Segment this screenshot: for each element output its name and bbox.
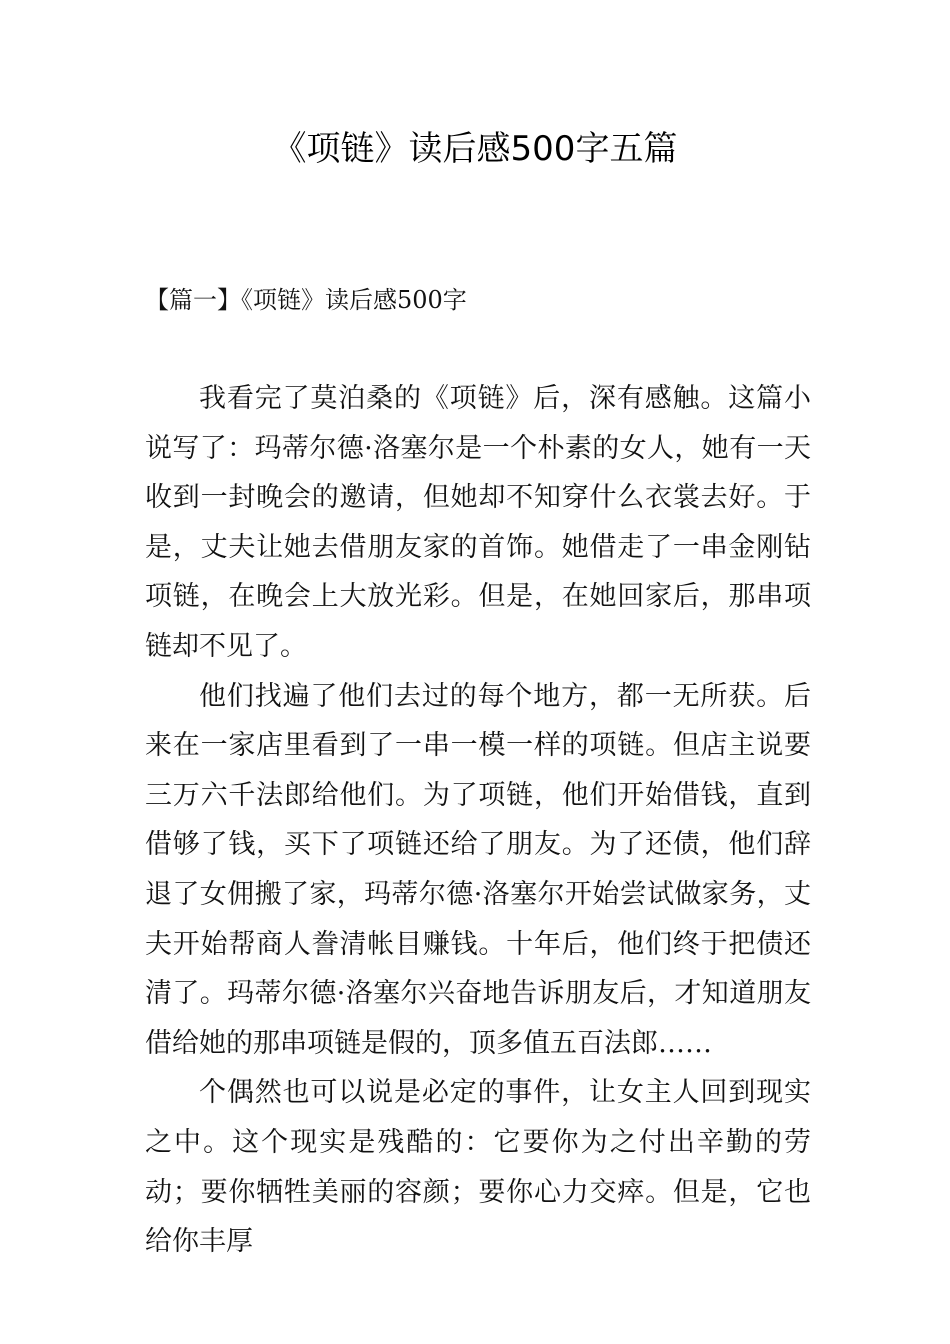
paragraph: 个偶然也可以说是必定的事件，让女主人回到现实之中。这个现实是残酷的：它要你为之付出辛勤的劳动；要你牺牲美丽的容颜；要你心力交瘁。但是，它也给你丰厚 [145,1077,811,1258]
section-heading: 【篇一】《项链》读后感500字 [145,286,467,314]
body-text [145,374,811,1267]
paragraph: 我看完了莫泊桑的《项链》后，深有感触。这篇小说写了：玛蒂尔德·洛塞尔是一个朴素的女人，她有一天收到一封晚会的邀请，但她却不知穿什么衣裳去好。于是，丈夫让她去借朋友家的首饰。她借走了一串金刚钻项链，在晚会上大放光彩。但是，在她回家后，那串项链却不见了。 [145,383,811,662]
document-title: 《项链》读后感500字五篇 [272,129,678,169]
paragraph: 他们找遍了他们去过的每个地方，都一无所获。后来在一家店里看到了一串一模一样的项链。但店主说要三万六千法郎给他们。为了项链，他们开始借钱，直到借够了钱，买下了项链还给了朋友。为了还债，他们辞退了女佣搬了家，玛蒂尔德·洛塞尔开始尝试做家务，丈夫开始帮商人誊清帐目赚钱。十年后，他们终于把债还清了。玛蒂尔德·洛塞尔兴奋地告诉朋友后，才知道朋友借给她的那串项链是假的，顶多值五百法郎…… [145,680,811,1059]
